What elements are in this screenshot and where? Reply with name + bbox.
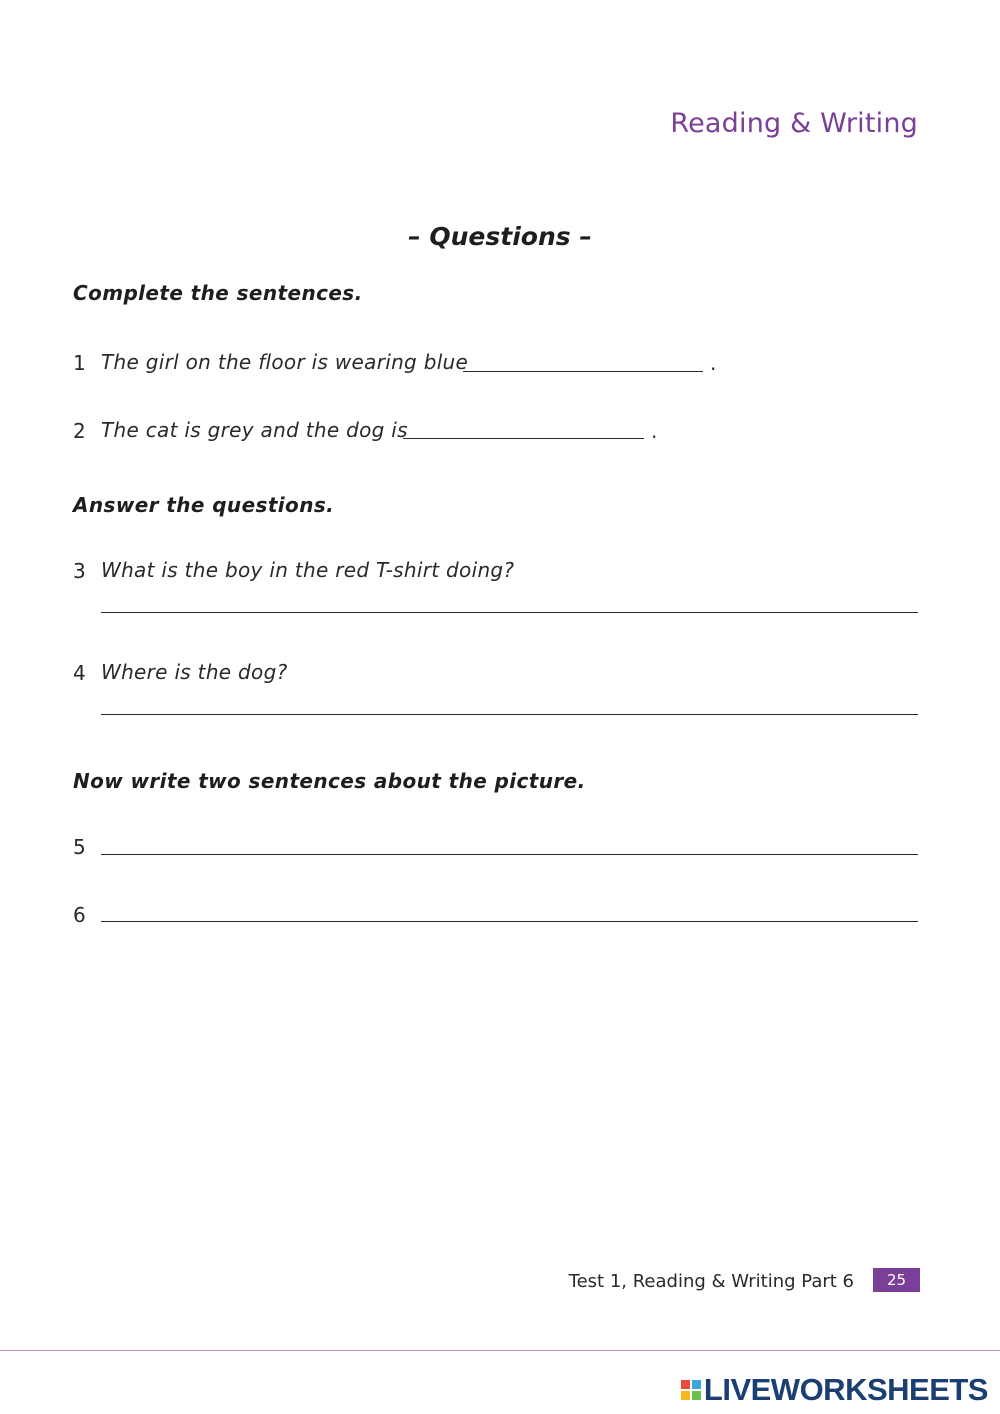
answer-line-5[interactable] xyxy=(101,854,918,855)
footer-divider xyxy=(0,1350,1000,1351)
sentence-end-2: . xyxy=(651,419,658,443)
liveworksheets-icon xyxy=(681,1380,701,1400)
question-text-1: The girl on the floor is wearing blue xyxy=(101,350,469,374)
question-number-2: 2 xyxy=(73,419,86,443)
question-text-2: The cat is grey and the dog is xyxy=(101,418,408,442)
question-text-3: What is the boy in the red T-shirt doing? xyxy=(101,558,515,582)
answer-blank-2[interactable] xyxy=(403,438,644,439)
instruction-write: Now write two sentences about the picture. xyxy=(73,769,586,793)
answer-line-6[interactable] xyxy=(101,921,918,922)
footer-caption: Test 1, Reading & Writing Part 6 xyxy=(568,1271,854,1292)
section-title: Reading & Writing xyxy=(670,108,918,139)
question-number-3: 3 xyxy=(73,559,86,583)
answer-blank-1[interactable] xyxy=(463,371,703,372)
question-number-5: 5 xyxy=(73,835,86,859)
liveworksheets-logo[interactable] xyxy=(681,1373,988,1407)
answer-line-3[interactable] xyxy=(101,612,918,613)
instruction-answer: Answer the questions. xyxy=(73,493,335,517)
brand-name: LIVEWORKSHEETS xyxy=(703,1372,988,1407)
instruction-complete: Complete the sentences. xyxy=(73,281,363,305)
sentence-end-1: . xyxy=(710,351,717,375)
page-number-badge: 25 xyxy=(873,1268,920,1292)
question-number-6: 6 xyxy=(73,903,86,927)
page-heading: – Questions – xyxy=(408,222,592,251)
question-number-1: 1 xyxy=(73,351,86,375)
question-text-4: Where is the dog? xyxy=(101,660,288,684)
question-number-4: 4 xyxy=(73,661,86,685)
answer-line-4[interactable] xyxy=(101,714,918,715)
